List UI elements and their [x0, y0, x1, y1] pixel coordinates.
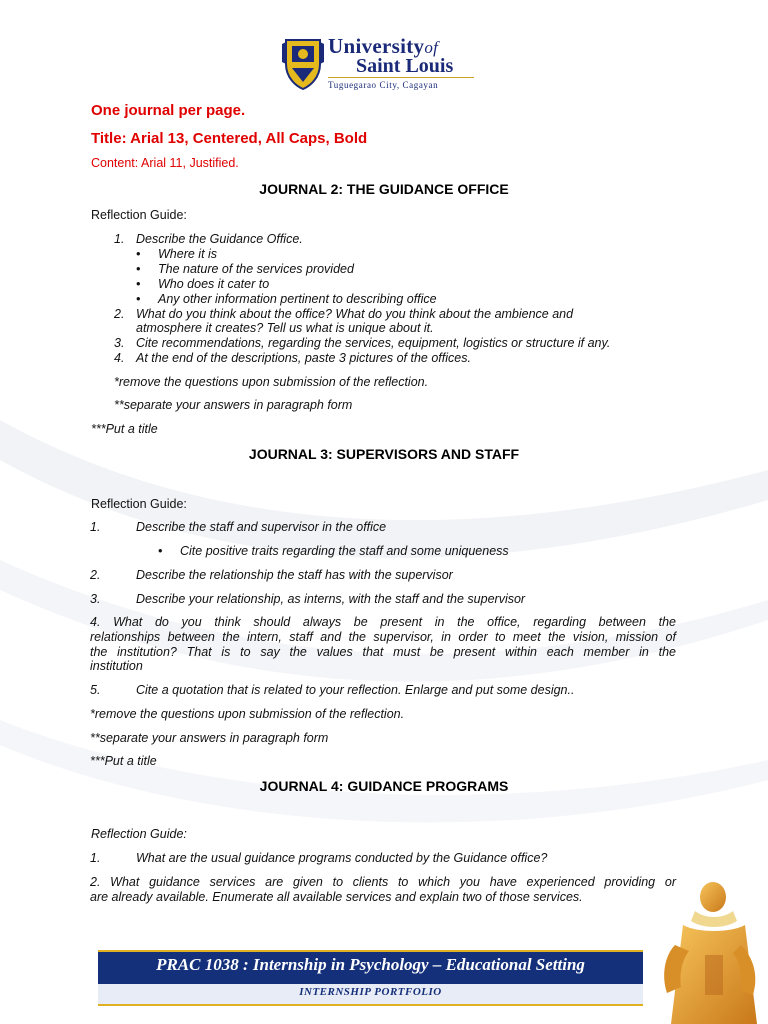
instruction-title-format: Title: Arial 13, Centered, All Caps, Bold — [91, 130, 368, 147]
journal2-reflection-label: Reflection Guide: — [91, 208, 187, 222]
journal3-note-title: ***Put a title — [90, 754, 157, 768]
journal3-item-4-line3: the institution? That is to say the values that must be present within each member in the — [90, 645, 676, 659]
journal3-item-4-line1: 4. What do you think should always be present in the office, regarding between the — [90, 615, 676, 629]
journal2-title: JOURNAL 2: THE GUIDANCE OFFICE — [259, 181, 509, 197]
statue-icon — [645, 875, 768, 1024]
journal2-item-2: 2. What do you think about the office? What do you think about the ambience and — [114, 307, 574, 321]
university-logo — [276, 30, 476, 96]
journal4-item-2-line1: 2. What guidance services are given to clients to which you have experienced providing or — [90, 875, 676, 889]
journal2-bullet: • Who does it cater to — [136, 277, 270, 291]
instruction-one-journal: One journal per page. — [91, 102, 246, 119]
university-name-line2: Saint Louis — [356, 55, 454, 77]
journal3-bullet: • Cite positive traits regarding the staff and some uniqueness — [158, 544, 509, 558]
banner-course-title: PRAC 1038 : Internship in Psychology – Educational Setting — [156, 955, 585, 974]
instruction-content-format: Content: Arial 11, Justified. — [91, 156, 239, 170]
journal4-item-1: 1. What are the usual guidance programs conducted by the Guidance office? — [90, 851, 548, 865]
journal3-note-paragraph: **separate your answers in paragraph form — [90, 731, 329, 745]
journal2-bullet: • Where it is — [136, 247, 218, 261]
portfolio-banner — [98, 950, 643, 1004]
journal3-item-1: 1. Describe the staff and supervisor in the office — [90, 520, 387, 534]
journal4-title: JOURNAL 4: GUIDANCE PROGRAMS — [259, 778, 509, 794]
journal2-bullet: • The nature of the services provided — [136, 262, 354, 276]
journal4-reflection-label: Reflection Guide: — [91, 827, 187, 841]
university-name-line1: Universityof — [328, 34, 439, 58]
journal2-bullet: • Any other information pertinent to describing office — [136, 292, 437, 306]
journal2-item-2-cont: atmosphere it creates? Tell us what is unique about it. — [136, 321, 434, 335]
banner-portfolio-label: INTERNSHIP PORTFOLIO — [299, 986, 442, 998]
logo-divider — [328, 77, 474, 78]
journal2-item-4: 4. At the end of the descriptions, paste 3 pictures of the offices. — [114, 351, 471, 365]
journal4-item-2-line2: are already available. Enumerate all available services and explain two of those services. — [90, 890, 583, 904]
journal2-note-paragraph: **separate your answers in paragraph form — [114, 398, 353, 412]
journal3-item-5: 5. Cite a quotation that is related to your reflection. Enlarge and put some design.. — [90, 683, 575, 697]
journal3-reflection-label: Reflection Guide: — [91, 497, 187, 511]
journal3-note-remove: *remove the questions upon submission of the reflection. — [90, 707, 405, 721]
journal3-item-3: 3. Describe your relationship, as interns, with the staff and the supervisor — [90, 592, 526, 606]
journal3-item-4-line2: relationships between the intern, staff and the supervisor, in order to meet the vision, mission of — [90, 630, 676, 644]
journal2-note-title: ***Put a title — [91, 422, 158, 436]
journal3-title: JOURNAL 3: SUPERVISORS AND STAFF — [248, 446, 520, 462]
journal3-item-2: 2. Describe the relationship the staff has with the supervisor — [90, 568, 453, 582]
journal2-note-remove: *remove the questions upon submission of the reflection. — [114, 375, 429, 389]
journal2-item-1: 1. Describe the Guidance Office. — [114, 232, 303, 246]
journal2-item-3: 3. Cite recommendations, regarding the services, equipment, logistics or structure if any. — [114, 336, 611, 350]
university-location: Tuguegarao City, Cagayan — [328, 80, 439, 90]
university-seal-icon — [282, 34, 324, 90]
journal3-item-4-line4: institution — [90, 659, 143, 673]
